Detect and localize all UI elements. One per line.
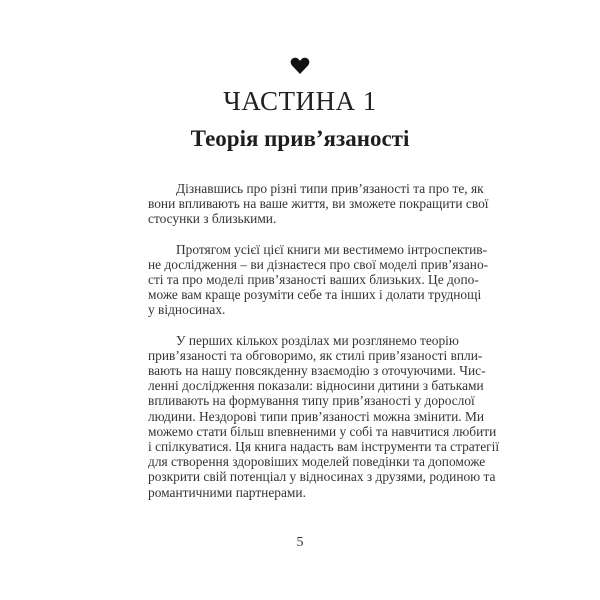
text-line: людини. Нездорові типи прив’язаності можна змінити. Ми [148,408,485,424]
text-line: Дізнавшись про різні типи прив’язаності та про те, як [176,181,484,196]
text-line: прив’язаності та обговоримо, як стилі прив’язаності впли- [148,347,483,363]
text-line: романтичними партнерами. [148,484,306,500]
text-line: ленні дослідження показали: відносини дитини з батьками [148,378,484,394]
text-line: можемо стати більш впевненими у собі та навчитися любити [148,423,497,439]
chapter-title: Теорія прив’язаності [190,126,410,151]
paragraph [148,332,500,500]
paragraph [148,241,489,318]
text-line: вають на нашу повсякденну взаємодію з оточуючими. Чис- [148,363,486,379]
page-number: 5 [296,535,304,550]
paragraph [148,181,489,227]
part-heading: ЧАСТИНА 1 [223,86,377,116]
heart-icon [290,57,310,75]
text-line: вони впливають на ваше життя, ви зможете покращити свої [148,196,489,212]
text-line: не дослідження – ви дізнаєтеся про свої моделі прив’язано- [148,256,489,272]
text-line: і спілкуватися. Ця книга надасть вам інструменти та стратегії [148,439,500,455]
text-line: У перших кількох розділах ми розглянемо теорію [176,332,459,348]
text-line: сті та про моделі прив’язаності ваших близьких. Це допо- [148,272,479,288]
text-line: може вам краще розуміти себе та інших і долати труднощі [148,287,482,303]
text-line: Протягом усієї цієї книги ми вестимемо інтроспектив- [176,241,488,257]
text-line: у відносинах. [148,302,226,318]
text-line: впливають на формування типу прив’язаності у дорослої [148,393,475,409]
text-line: стосунки з близькими. [148,211,277,227]
body-text [148,181,500,515]
text-line: для створення здоровіших моделей поведінки та допоможе [148,454,486,470]
text-line: розкрити свій потенціал у відносинах з друзями, родиною та [148,469,496,485]
